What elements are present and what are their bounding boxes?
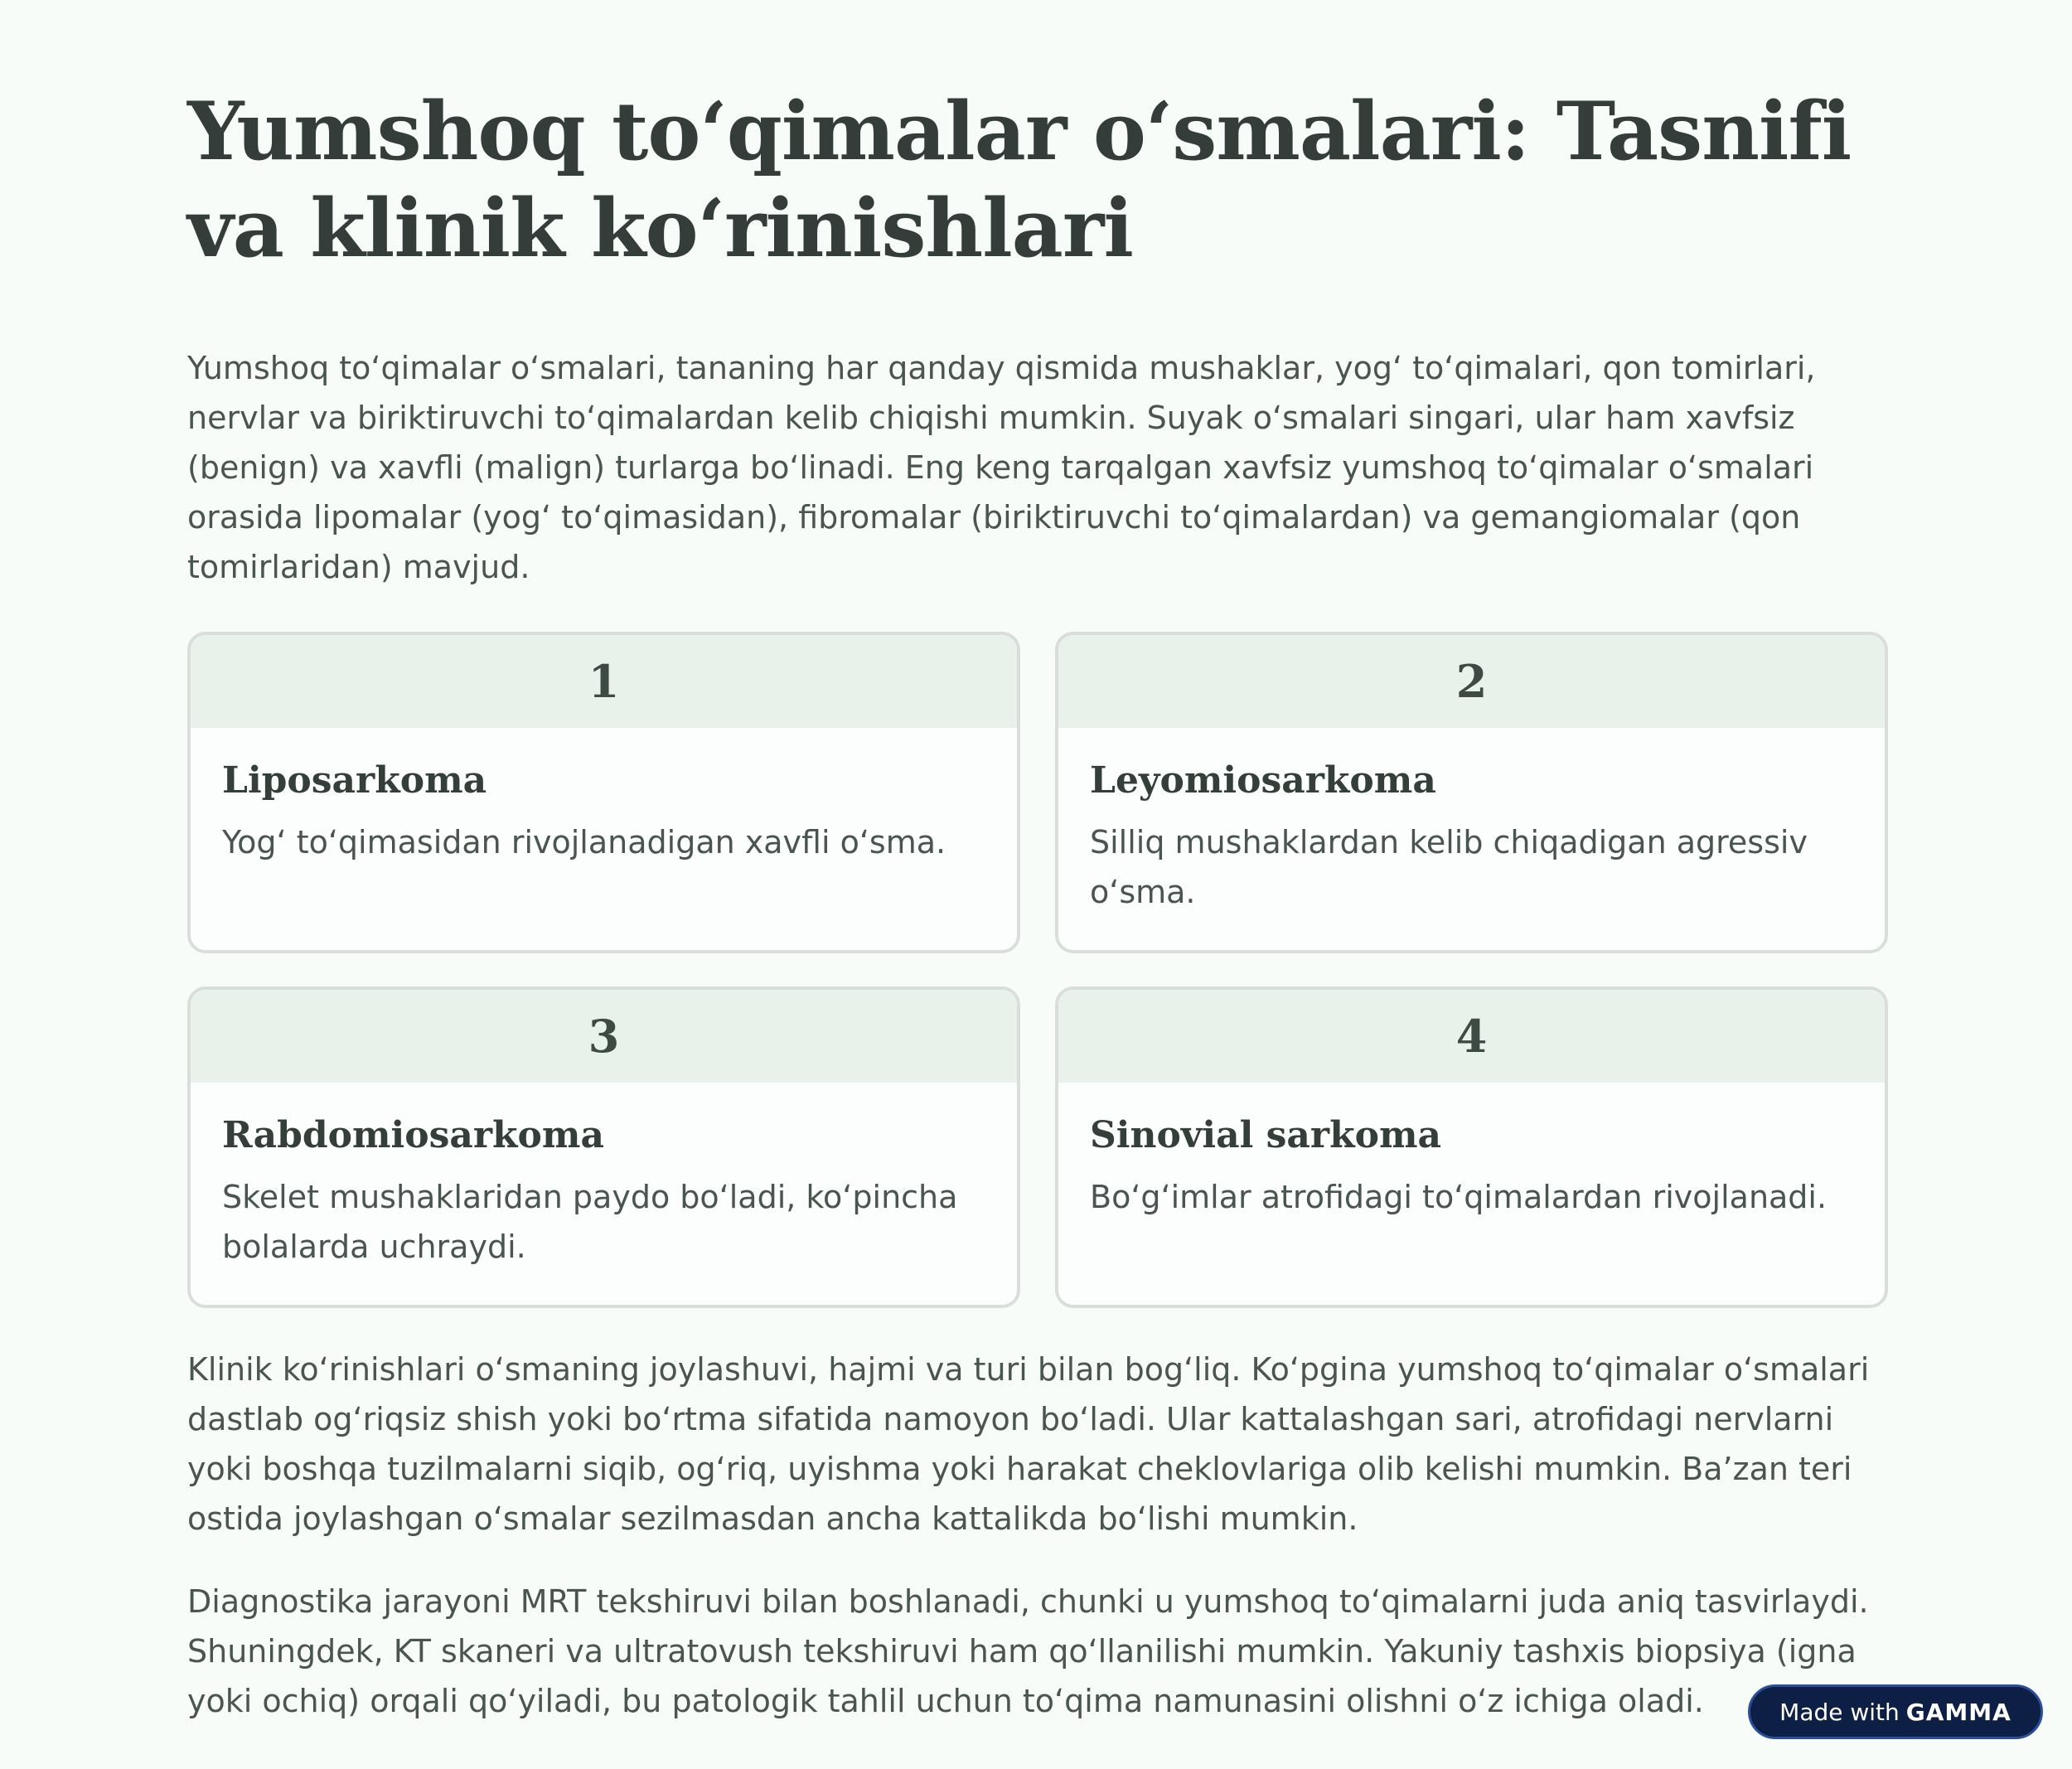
- card-number: 3: [191, 990, 1017, 1083]
- card-title: Sinovial sarkoma: [1090, 1114, 1442, 1156]
- card-text: Yog‘ to‘qimasidan rivojlanadigan xavfli o‘sma.: [222, 824, 946, 860]
- made-with-gamma-badge[interactable]: [1748, 1684, 2043, 1739]
- card-title: Liposarkoma: [222, 759, 487, 802]
- intro-paragraph: Yumshoq to‘qimalar o‘smalari, tananing har qanday qismida mushaklar, yog‘ to‘qimalari, qon tomirlari, nervlar va biriktiruvchi to‘qimalardan kelib chiqishi mumkin. Suyak o‘smalari singari, ular ham xavfsiz (benign) va xavfli (malign) turlarga bo‘linadi. Eng keng tarqalgan xavfsiz yumshoq to‘qimalar o‘smalari orasida lipomalar (yog‘ to‘qimasidan), fibromalar (biriktiruvchi to‘qimalardan) va gemangiomalar (qon tomirlaridan) mavjud.: [187, 350, 1816, 585]
- card-4: [1055, 986, 1888, 1308]
- page-title: Yumshoq to‘qimalar o‘smalari: Tasnifi va klinik ko‘rinishlari: [187, 85, 1852, 275]
- sarcoma-cards-grid: [187, 632, 1888, 1308]
- card-2: [1055, 632, 1888, 953]
- document-page: [187, 83, 1888, 1726]
- diagnostics-paragraph: Diagnostika jarayoni MRT tekshiruvi bilan boshlanadi, chunki u yumshoq to‘qimalarni juda aniq tasvirlaydi. Shuningdek, KT skaneri va ultratovush tekshiruvi ham qo‘llanilishi mumkin. Yakuniy tashxis biopsiya (igna yoki ochiq) orqali qo‘yiladi, bu patologik tahlil uchun to‘qima namunasini olishni o‘z ichiga oladi.: [187, 1583, 1869, 1719]
- gamma-logo: GAMMA: [1905, 1698, 2011, 1726]
- card-number: 4: [1058, 990, 1885, 1083]
- card-3: [187, 986, 1020, 1308]
- card-1: [187, 632, 1020, 953]
- card-title: Leyomiosarkoma: [1090, 759, 1436, 802]
- card-text: Silliq mushaklardan kelib chiqadigan agressiv o‘sma.: [1090, 824, 1808, 910]
- badge-prefix: Made with: [1779, 1698, 1900, 1726]
- card-title: Rabdomiosarkoma: [222, 1114, 604, 1156]
- card-number: 2: [1058, 635, 1885, 728]
- card-text: Bo‘g‘imlar atrofidagi to‘qimalardan rivojlanadi.: [1090, 1179, 1828, 1215]
- card-number: 1: [191, 635, 1017, 728]
- clinical-paragraph: Klinik ko‘rinishlari o‘smaning joylashuvi, hajmi va turi bilan bog‘liq. Ko‘pgina yumshoq to‘qimalar o‘smalari dastlab og‘riqsiz shish yoki bo‘rtma sifatida namoyon bo‘ladi. Ular kattalashgan sari, atrofidagi nervlarni yoki boshqa tuzilmalarni siqib, og‘riq, uyishma yoki harakat cheklovlariga olib kelishi mumkin. Ba’zan teri ostida joylashgan o‘smalar sezilmasdan ancha kattalikda bo‘lishi mumkin.: [187, 1351, 1870, 1537]
- card-text: Skelet mushaklaridan paydo bo‘ladi, ko‘pincha bolalarda uchraydi.: [222, 1179, 958, 1265]
